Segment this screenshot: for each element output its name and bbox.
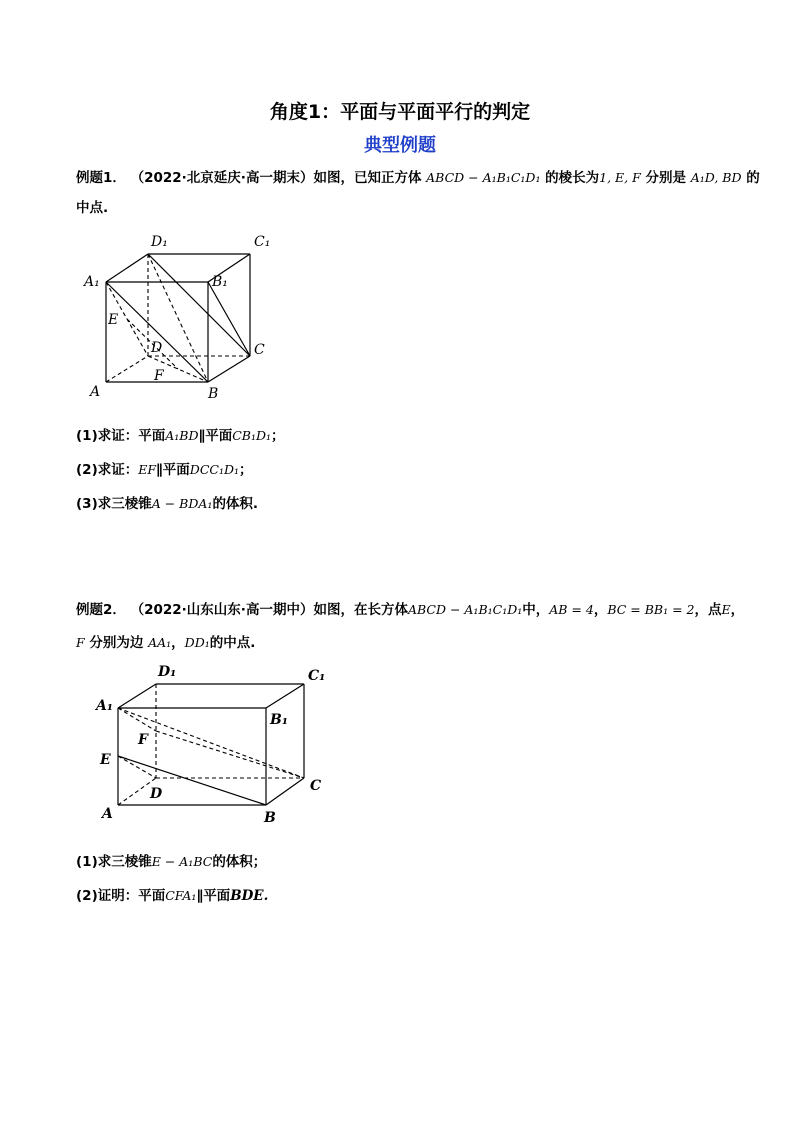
cube-figure: [78, 224, 288, 404]
example1-question-3: [76, 492, 258, 512]
example2-label: 例题2．: [76, 602, 126, 618]
q-text: ；: [239, 462, 253, 478]
example2-text: 分别为边: [89, 635, 144, 651]
example2-text: 的中点.: [209, 635, 256, 651]
label-C1: C₁: [254, 234, 271, 250]
math-segments: A₁D, BD: [690, 170, 742, 185]
example2-text: ，: [730, 602, 745, 618]
label-D: D: [151, 340, 163, 356]
label-B1: B₁: [212, 274, 228, 290]
example2-line1: [76, 598, 744, 618]
subtitle: 典型例题: [364, 135, 436, 156]
example2-text: 中，: [522, 602, 550, 618]
label-E: E: [100, 752, 111, 768]
example2-text: 如图，在长方体: [313, 602, 408, 618]
q-math: DCC₁D₁: [189, 462, 239, 477]
example1-source: （2022·北京延庆·高一期末）: [130, 170, 314, 186]
label-D1: D₁: [151, 234, 168, 250]
q-text: 的体积；: [212, 854, 267, 870]
example1-text: 的: [746, 170, 760, 186]
label-D: D: [150, 786, 163, 802]
math-solid: ABCD − A₁B₁C₁D₁: [426, 170, 541, 185]
example2-text: ，: [593, 602, 608, 618]
example2-question-2: [76, 884, 268, 904]
example1-line1: [76, 166, 760, 186]
math-dd1: DD₁: [184, 635, 210, 650]
example2-question-1: [76, 850, 266, 870]
example1-question-2: [76, 458, 253, 478]
math-solid: ABCD − A₁B₁C₁D₁: [407, 602, 523, 617]
example2-text: ，: [171, 635, 185, 651]
label-C: C: [254, 342, 265, 358]
q-text: BDE.: [230, 888, 269, 904]
cuboid-figure: [92, 660, 342, 830]
math-params: 1, E, F: [599, 170, 641, 185]
q-math: EF: [138, 462, 157, 477]
example1-text: 如图，已知正方体: [313, 170, 422, 186]
math-bc: BC = BB₁ = 2: [607, 602, 695, 617]
label-A1: A₁: [84, 274, 100, 290]
label-F: F: [138, 732, 148, 748]
math-ab: AB = 4: [549, 602, 594, 617]
example1-text: 的棱长为: [545, 170, 600, 186]
q-text: ；: [271, 428, 285, 444]
label-B1: B₁: [270, 712, 288, 728]
q-text: 的体积.: [212, 496, 259, 512]
q-text: (3)求三棱锥: [76, 496, 152, 512]
q-text: (2)证明：平面: [76, 888, 166, 904]
example2-line2: [76, 631, 255, 651]
label-C: C: [310, 778, 322, 794]
q-text: (1)求三棱锥: [76, 854, 152, 870]
example1-line2: 中点.: [76, 200, 109, 216]
label-D1: D₁: [158, 664, 177, 680]
section-title: 角度1：平面与平面平行的判定: [269, 101, 531, 123]
q-text: ∥平面: [196, 888, 231, 904]
example1-question-1: [76, 424, 285, 444]
q-text: (1)求证：平面: [76, 428, 166, 444]
math-aa1: AA₁: [148, 635, 172, 650]
q-math: CB₁D₁: [232, 428, 272, 443]
math-e: E: [721, 602, 731, 617]
q-math: A₁BD: [165, 428, 199, 443]
label-F: F: [154, 368, 164, 384]
label-E: E: [108, 312, 119, 328]
label-C1: C₁: [308, 668, 326, 684]
label-A: A: [102, 806, 113, 822]
example1-text: 分别是: [645, 170, 687, 186]
label-A1: A₁: [96, 698, 113, 714]
label-B: B: [208, 386, 219, 402]
example1-label: 例题1．: [76, 170, 126, 186]
example2-text: ，点: [694, 602, 722, 618]
q-text: ∥平面: [156, 462, 190, 478]
q-math: A − BDA₁: [151, 496, 213, 511]
q-math: CFA₁: [165, 888, 197, 903]
math-f: F: [76, 635, 85, 650]
example2-source: （2022·山东山东·高一期中）: [130, 602, 314, 618]
q-text: (2)求证：: [76, 462, 139, 478]
q-math: E − A₁BC: [151, 854, 213, 869]
label-A: A: [90, 384, 101, 400]
label-B: B: [264, 810, 276, 826]
q-text: ∥平面: [198, 428, 233, 444]
